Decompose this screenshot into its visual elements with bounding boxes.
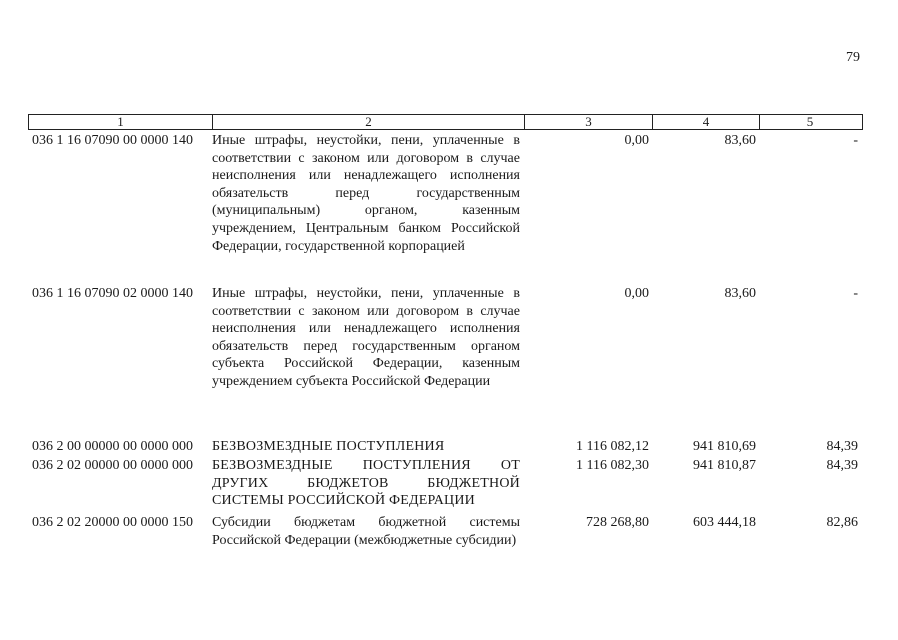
table-header <box>28 114 863 130</box>
budget-code: 036 1 16 07090 00 0000 140 <box>32 133 193 148</box>
budget-code: 036 2 02 00000 00 0000 000 <box>32 458 193 473</box>
column-header-1: 1 <box>29 115 213 129</box>
value-col-4: 83,60 <box>724 286 756 301</box>
value-col-3: 0,00 <box>624 133 649 148</box>
column-header-4: 4 <box>653 115 760 129</box>
value-col-4: 941 810,69 <box>693 439 756 454</box>
row-description: Иные штрафы, неустойки, пени, уплаченные в соответствии с законом или договором в случае неисполнения или ненадлежащего исполнения обязательств перед государственным органом субъекта Российской Федерации, казенным учреждением субъекта Российской Федерации <box>212 286 520 389</box>
value-col-5: 84,39 <box>826 439 858 454</box>
column-header-5: 5 <box>806 114 814 129</box>
budget-code: 036 2 00 00000 00 0000 000 <box>32 439 193 454</box>
value-col-3: 1 116 082,12 <box>576 439 649 454</box>
value-col-4: 941 810,87 <box>693 458 756 473</box>
row-description: Субсидии бюджетам бюджетной системы Российской Федерации (межбюджетные субсидии) <box>212 515 520 548</box>
budget-code: 036 2 02 20000 00 0000 150 <box>32 515 193 530</box>
value-col-5: 82,86 <box>826 515 858 530</box>
column-header-3: 3 <box>525 115 653 129</box>
row-description: БЕЗВОЗМЕЗДНЫЕ ПОСТУПЛЕНИЯ <box>212 439 445 454</box>
value-col-3: 728 268,80 <box>586 515 649 530</box>
value-col-5: - <box>853 286 858 301</box>
budget-code: 036 1 16 07090 02 0000 140 <box>32 286 193 301</box>
row-description: Иные штрафы, неустойки, пени, уплаченные в соответствии с законом или договором в случае неисполнения или ненадлежащего исполнения обязательств перед государственным (муниципальным) органом, казенным учреждением, Центральным банком Российской Федерации, государственной корпорацией <box>212 133 520 254</box>
value-col-5: - <box>853 133 858 148</box>
row-description: БЕЗВОЗМЕЗДНЫЕ ПОСТУПЛЕНИЯ ОТ ДРУГИХ БЮДЖЕТОВ БЮДЖЕТНОЙ СИСТЕМЫ РОССИЙСКОЙ ФЕДЕРАЦИИ <box>212 458 520 509</box>
value-col-4: 83,60 <box>724 133 756 148</box>
value-col-3: 1 116 082,30 <box>576 458 649 473</box>
value-col-5: 84,39 <box>826 458 858 473</box>
column-header-2: 2 <box>213 115 525 129</box>
value-col-3: 0,00 <box>624 286 649 301</box>
page-number: 79 <box>846 50 860 65</box>
value-col-4: 603 444,18 <box>693 515 756 530</box>
